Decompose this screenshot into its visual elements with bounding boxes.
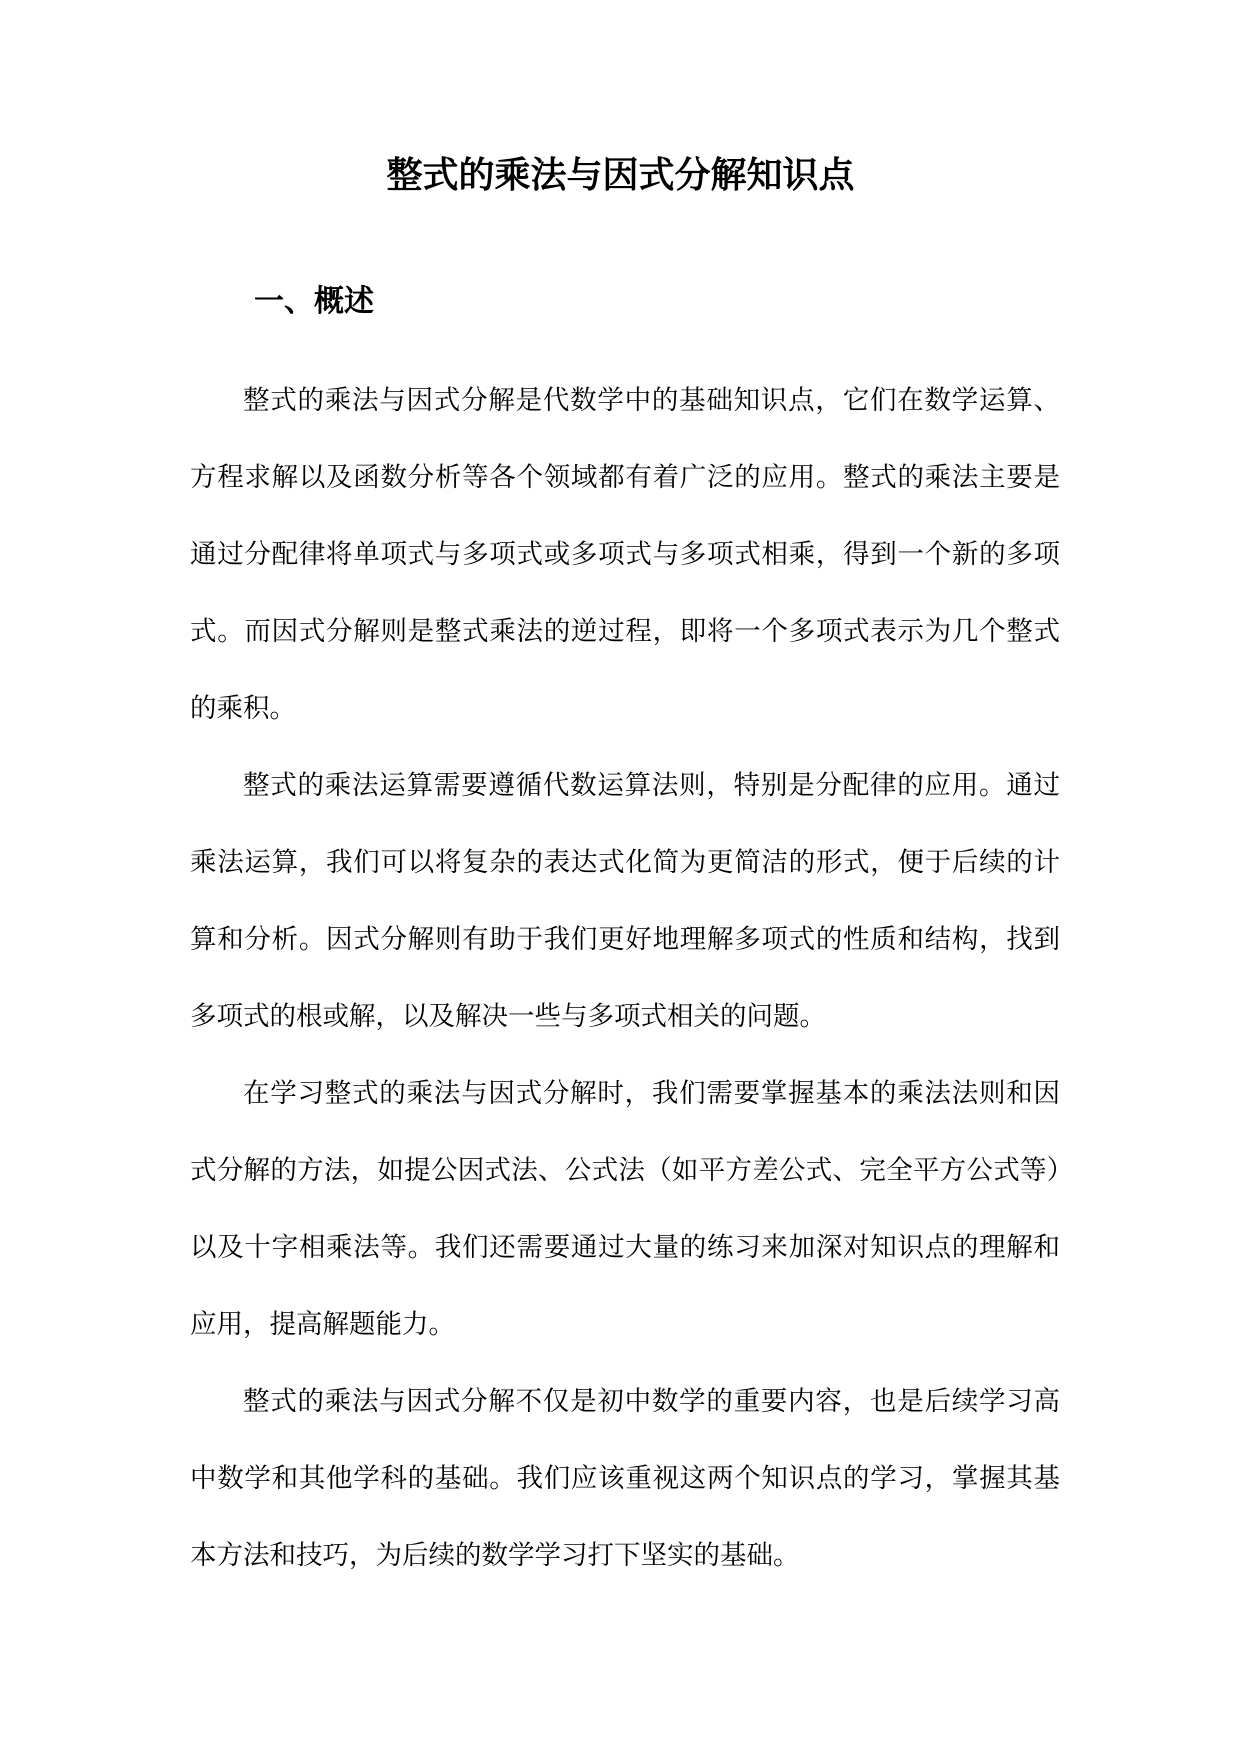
- paragraph-3: 在学习整式的乘法与因式分解时，我们需要掌握基本的乘法法则和因式分解的方法，如提公因式法、公式法（如平方差公式、完全平方公式等）以及十字相乘法等。我们还需要通过大量的练习来加深对知识点的理解和应用，提高解题能力。: [190, 1078, 1060, 1340]
- paragraph-2: 整式的乘法运算需要遵循代数运算法则，特别是分配律的应用。通过乘法运算，我们可以将复杂的表达式化简为更简洁的形式，便于后续的计算和分析。因式分解则有助于我们更好地理解多项式的性质和结构，找到多项式的根或解，以及解决一些与多项式相关的问题。: [190, 770, 1060, 1032]
- paragraph-4: 整式的乘法与因式分解不仅是初中数学的重要内容，也是后续学习高中数学和其他学科的基础。我们应该重视这两个知识点的学习，掌握其基本方法和技巧，为后续的数学学习打下坚实的基础。: [190, 1386, 1060, 1571]
- paragraph-1: 整式的乘法与因式分解是代数学中的基础知识点，它们在数学运算、方程求解以及函数分析等各个领域都有着广泛的应用。整式的乘法主要是通过分配律将单项式与多项式或多项式与多项式相乘，得到一个新的多项式。而因式分解则是整式乘法的逆过程，即将一个多项式表示为几个整式的乘积。: [190, 385, 1060, 724]
- document-body: [190, 362, 1060, 1594]
- document-title: 整式的乘法与因式分解知识点: [386, 154, 855, 196]
- section-heading: 一、概述: [254, 284, 374, 319]
